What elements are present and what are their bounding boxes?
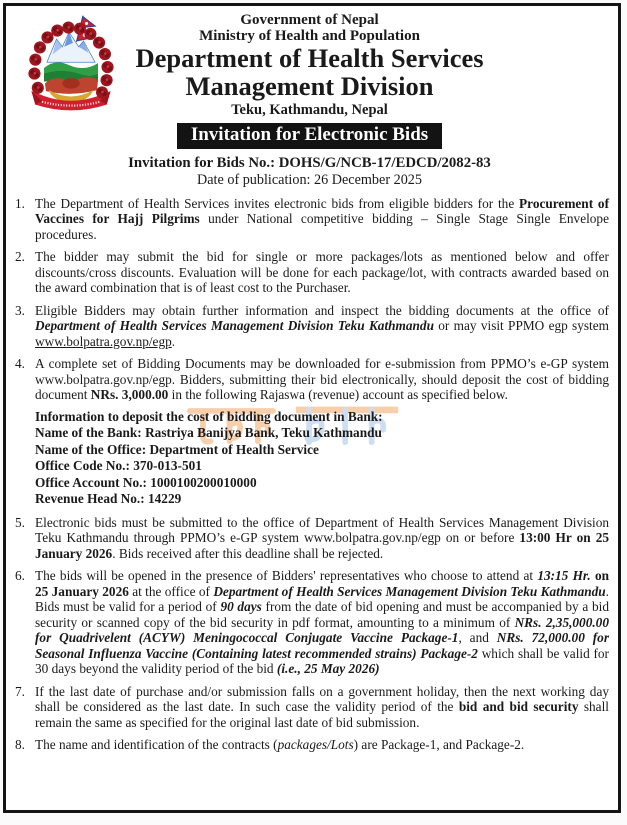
- department-title: Department of Health Services: [135, 42, 484, 73]
- item-text: [35, 249, 609, 296]
- text-segment: 13:15 Hr.: [537, 568, 591, 584]
- bank-detail-line: Information to deposit the cost of bidding document in Bank:: [35, 408, 383, 424]
- notice-item: [10, 737, 609, 753]
- item-number: 8.: [15, 737, 25, 753]
- text-segment: The bidder may submit the bid for single or more packages/lots as mentioned below and offer discounts/cross discounts. Evaluation will be done for each package/lot, with contracts awarded based on the award combination that is of least cost to the Purchaser.: [35, 249, 609, 296]
- text-segment: NRs. 3,000.00: [90, 387, 169, 403]
- publication-date-line: Date of publication: 26 December 2025: [197, 171, 422, 188]
- bid-number-line: Invitation for Bids No.: DOHS/G/NCB-17/EDCD/2082-83: [128, 154, 491, 171]
- item-number: 1.: [15, 195, 25, 211]
- text-segment: . Bids must be valid for a period of: [35, 583, 609, 615]
- text-segment: , and: [458, 630, 497, 646]
- bank-detail-line: Office Code No.: 370-013-501: [35, 458, 202, 474]
- text-segment: 13:00 Hr on 25 January 2026: [35, 530, 609, 561]
- ministry-title: Ministry of Health and Population: [199, 28, 420, 45]
- text-segment: in the following Rajaswa (revenue) account as specified below.: [168, 387, 508, 403]
- text-segment: Eligible Bidders may obtain further information and inspect the bidding documents at the office of: [35, 302, 609, 318]
- text-segment: from the date of bid opening and must be accompanied by a bid security or scanned copy of the bid security in pdf format, amounting to a minimum of: [35, 599, 609, 630]
- item-number: 5.: [15, 514, 25, 530]
- document-border-frame: [3, 3, 621, 813]
- text-segment: Electronic bids must be submitted to the office of Department of Health Services Management Division Teku Kathmandu through PPMO’s e-GP system www.bolpatra.gov.np/egp on or before: [35, 514, 609, 546]
- bank-details-block: [35, 409, 609, 508]
- bank-detail-line: Name of the Bank: Rastriya Banijya Bank, Teku Kathmandu: [35, 425, 382, 441]
- text-segment: The bids will be opened in the presence of Bidders' representatives who choose to attend at: [35, 568, 538, 584]
- text-segment: which shall be valid for 30 days beyond the validity period of the bid: [35, 645, 609, 677]
- item-number: 4.: [15, 356, 25, 372]
- text-segment: shall remain the same as specified for the original last date of bid submission.: [35, 699, 609, 730]
- text-segment: Department of Health Services Management Division Teku Kathmandu: [35, 318, 434, 334]
- notice-item: [10, 684, 609, 731]
- bank-detail-line: Revenue Head No.: 14229: [35, 491, 182, 507]
- item-text: [35, 737, 609, 753]
- text-segment: Procurement of Vaccines for Hajj Pilgrims: [35, 195, 609, 227]
- item-text: [35, 568, 609, 677]
- item-text: [35, 196, 609, 243]
- item-text: [35, 356, 609, 508]
- address-line: Teku, Kathmandu, Nepal: [231, 102, 388, 119]
- invitation-banner: Invitation for Electronic Bids: [177, 123, 442, 149]
- text-segment: bid and bid security: [458, 699, 579, 715]
- government-title: Government of Nepal: [240, 12, 379, 28]
- document-header: [10, 12, 609, 189]
- document-content: [6, 6, 618, 753]
- notice-item: [10, 356, 609, 508]
- text-segment: at the office of: [128, 583, 214, 599]
- item-number: 6.: [15, 568, 25, 584]
- banner-row: [10, 123, 609, 149]
- division-title: Management Division: [185, 70, 434, 101]
- notice-item: [10, 515, 609, 562]
- text-segment: (i.e., 25 May 2026): [276, 661, 380, 677]
- text-segment: 90 days: [220, 599, 262, 615]
- item-text: [35, 303, 609, 350]
- notice-item: [10, 568, 609, 677]
- text-segment: or may visit PPMO egp system: [433, 318, 609, 334]
- item-text: [35, 684, 609, 731]
- text-segment: NRs. 2,35,000.00 for Quadrivelent (ACYW) Meningococcal Conjugate Vaccine Package-1: [35, 614, 609, 646]
- item-number: 2.: [15, 249, 25, 265]
- bank-detail-line: Name of the Office: Department of Health Service: [35, 441, 319, 457]
- text-segment: Department of Health Services Management Division Teku Kathmandu: [213, 583, 606, 599]
- text-segment: under National competitive bidding – Single Stage Single Envelope procedures.: [35, 211, 609, 242]
- text-segment: ) are Package-1, and Package-2.: [353, 737, 525, 753]
- bolpatra-url-link[interactable]: www.bolpatra.gov.np/egp: [35, 333, 172, 349]
- text-segment: A complete set of Bidding Documents may be downloaded for e-submission from PPMO’s e-GP system www.bolpatra.gov.np/egp. Bidders, submitting their bid electronically, should deposit the cost of bidding document: [35, 356, 609, 403]
- text-segment: The Department of Health Services invites electronic bids from eligible bidders for the: [35, 195, 520, 211]
- text-segment: . Bids received after this deadline shall be rejected.: [112, 545, 384, 561]
- notice-item: [10, 196, 609, 243]
- text-segment: The name and identification of the contracts (: [35, 737, 278, 753]
- item-number: 3.: [15, 302, 25, 318]
- text-segment: NRs. 72,000.00 for Seasonal Influenza Vaccine (Containing latest recommended strains) Package-2: [35, 630, 610, 661]
- nepal-government-emblem-icon: [22, 14, 120, 122]
- text-segment: .: [171, 333, 176, 349]
- text-segment: If the last date of purchase and/or submission falls on a government holiday, then the next working day shall be considered as the last date. In such case the validity period of the: [35, 683, 609, 715]
- bank-detail-line: Office Account No.: 1000100200010000: [35, 474, 257, 490]
- notice-item: [10, 249, 609, 296]
- item-text: [35, 515, 609, 562]
- item-number: 7.: [15, 683, 25, 699]
- notice-items: [10, 196, 609, 753]
- text-segment: on 25 January 2026: [35, 568, 609, 599]
- text-segment: packages/Lots: [277, 737, 354, 753]
- notice-item: [10, 303, 609, 350]
